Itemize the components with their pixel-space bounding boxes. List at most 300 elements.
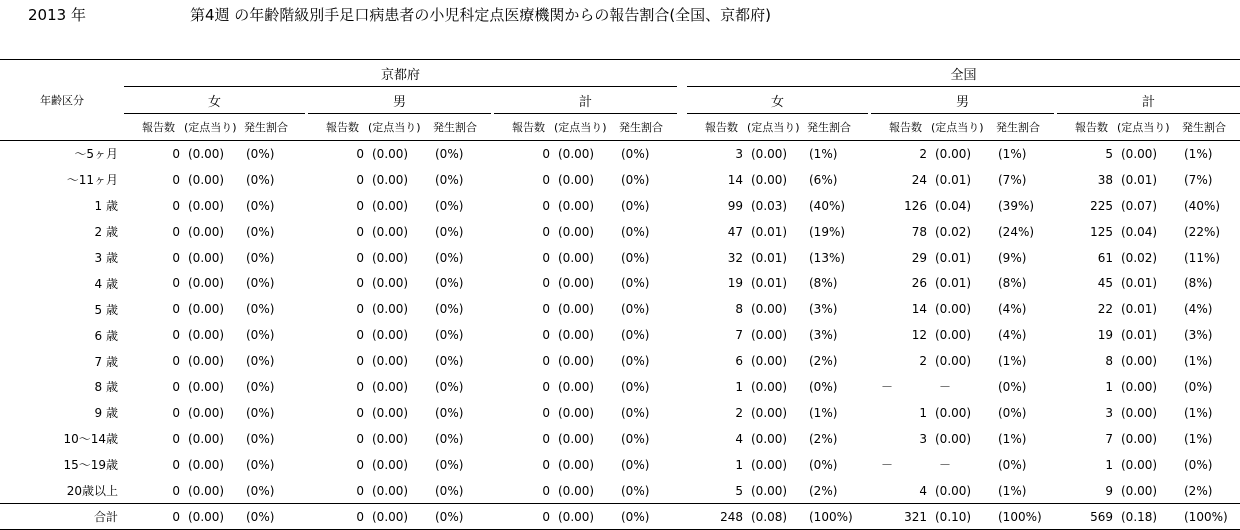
occurrence-rate: (100%): [1178, 504, 1240, 530]
occurrence-rate: (0%): [621, 354, 650, 369]
table-row: [0, 478, 1240, 504]
region-gap: [677, 114, 687, 141]
per-site-value: (0.00): [372, 379, 409, 394]
report-count: 0: [542, 354, 550, 369]
age-group-label: 3 歳: [94, 251, 118, 265]
per-site-value: (0.00): [558, 276, 595, 291]
occurrence-rate: (0%): [621, 431, 650, 446]
occurrence-rate: (3%): [1184, 328, 1213, 343]
occurrence-rate: (0%): [998, 457, 1027, 472]
subheader-count: 報告数: [1057, 114, 1115, 141]
region-gap: [677, 296, 687, 322]
report-count: 3: [735, 146, 743, 161]
report-count: 0: [542, 431, 550, 446]
report-count: －: [881, 458, 894, 473]
occurrence-rate: (0%): [998, 379, 1027, 394]
per-site-value: (0.00): [372, 354, 409, 369]
per-site-value: (0.00): [372, 198, 409, 213]
table-row: [0, 374, 1240, 400]
report-count: 0: [356, 198, 364, 213]
report-count: 0: [542, 379, 550, 394]
occurrence-rate: (0%): [240, 504, 305, 530]
region-gap: [677, 426, 687, 452]
occurrence-rate: (22%): [1184, 224, 1221, 239]
age-group-label: 2 歳: [94, 225, 118, 240]
subheader-per-site: (定点当り): [366, 114, 429, 141]
per-site-value: (0.00): [1121, 431, 1158, 446]
occurrence-rate: (0%): [246, 457, 275, 472]
age-group-label: 4 歳: [94, 276, 118, 291]
per-site-value: (0.00): [558, 379, 595, 394]
gender-header: 女: [124, 87, 305, 114]
occurrence-rate: (0%): [246, 354, 275, 369]
occurrence-rate: (0%): [435, 483, 464, 498]
per-site-value: (0.00): [751, 354, 788, 369]
occurrence-rate: (100%): [803, 504, 868, 530]
per-site-value: (0.00): [935, 146, 972, 161]
report-count: 0: [542, 405, 550, 420]
per-site-value: (0.00): [372, 276, 409, 291]
per-site-value: (0.00): [182, 504, 240, 530]
report-count: 321: [871, 504, 929, 530]
occurrence-rate: (0%): [246, 483, 275, 498]
occurrence-rate: (1%): [1184, 431, 1213, 446]
per-site-value: (0.01): [935, 276, 972, 291]
occurrence-rate: (0%): [621, 276, 650, 291]
per-site-value: (0.00): [558, 405, 595, 420]
report-count: 0: [356, 354, 364, 369]
region-gap: [677, 452, 687, 478]
age-group-label: 合計: [0, 504, 124, 530]
table-row: [0, 296, 1240, 322]
occurrence-rate: (0%): [435, 172, 464, 187]
per-site-value: (0.00): [1121, 354, 1158, 369]
subheader-rate: 発生割合: [615, 114, 677, 141]
report-count: 24: [911, 172, 927, 187]
report-count: 0: [356, 224, 364, 239]
report-count: 0: [542, 250, 550, 265]
subheader-count: 報告数: [308, 114, 366, 141]
per-site-value: (0.00): [558, 146, 595, 161]
subheader-per-site: (定点当り): [745, 114, 803, 141]
report-count: 0: [172, 302, 180, 317]
report-title: 第4週 の年齢階級別手足口病患者の小児科定点医療機関からの報告割合(全国、京都府): [190, 6, 772, 24]
region-gap: [677, 322, 687, 348]
region-gap: [677, 374, 687, 400]
report-count: 0: [356, 276, 364, 291]
per-site-value: (0.00): [188, 302, 225, 317]
report-count: 26: [911, 276, 927, 291]
per-site-value: (0.00): [188, 276, 225, 291]
age-group-label: 10～14歳: [63, 432, 118, 447]
occurrence-rate: (8%): [1184, 276, 1213, 291]
per-site-value: (0.02): [1121, 250, 1158, 265]
occurrence-rate: (100%): [992, 504, 1054, 530]
per-site-value: －: [939, 458, 952, 473]
region-gap: [677, 60, 687, 87]
report-count: 0: [172, 224, 180, 239]
occurrence-rate: (1%): [998, 431, 1027, 446]
per-site-value: (0.00): [188, 328, 225, 343]
per-site-value: (0.01): [751, 224, 788, 239]
occurrence-rate: (7%): [998, 172, 1027, 187]
subheader-count: 報告数: [687, 114, 745, 141]
per-site-value: (0.00): [1121, 379, 1158, 394]
per-site-value: (0.00): [188, 483, 225, 498]
subheader-rate: 発生割合: [803, 114, 868, 141]
region-header-national: 全国: [687, 60, 1240, 87]
occurrence-rate: (4%): [998, 328, 1027, 343]
occurrence-rate: (0%): [246, 172, 275, 187]
report-count: 22: [1097, 302, 1113, 317]
report-count: 8: [1105, 354, 1113, 369]
occurrence-rate: (3%): [809, 302, 838, 317]
report-count: 1: [1105, 457, 1113, 472]
occurrence-rate: (0%): [246, 276, 275, 291]
report-count: 0: [542, 198, 550, 213]
per-site-value: (0.01): [751, 250, 788, 265]
report-count: 32: [727, 250, 743, 265]
occurrence-rate: (0%): [435, 146, 464, 161]
per-site-value: (0.00): [751, 328, 788, 343]
age-group-label: 9 歳: [94, 406, 118, 421]
per-site-value: (0.00): [558, 224, 595, 239]
subheader-rate: 発生割合: [429, 114, 491, 141]
report-count: 0: [172, 379, 180, 394]
report-count: 0: [172, 172, 180, 187]
subheader-per-site: (定点当り): [1115, 114, 1178, 141]
occurrence-rate: (0%): [246, 405, 275, 420]
per-site-value: (0.00): [372, 405, 409, 420]
per-site-value: (0.00): [935, 431, 972, 446]
occurrence-rate: (0%): [435, 302, 464, 317]
age-group-label: 5 歳: [94, 302, 118, 317]
report-count: 0: [172, 483, 180, 498]
occurrence-rate: (4%): [1184, 302, 1213, 317]
age-group-label: ～11ヶ月: [66, 173, 118, 188]
per-site-value: (0.00): [372, 483, 409, 498]
per-site-value: (0.00): [372, 302, 409, 317]
per-site-value: (0.00): [372, 431, 409, 446]
report-count: 4: [735, 431, 743, 446]
report-count: 5: [1105, 146, 1113, 161]
report-count: 0: [542, 172, 550, 187]
occurrence-rate: (8%): [809, 276, 838, 291]
occurrence-rate: (2%): [809, 483, 838, 498]
per-site-value: (0.10): [929, 504, 992, 530]
table-row: [0, 400, 1240, 426]
per-site-value: (0.00): [558, 354, 595, 369]
per-site-value: (0.00): [188, 354, 225, 369]
per-site-value: (0.00): [558, 172, 595, 187]
region-gap: [677, 167, 687, 193]
per-site-value: (0.00): [1121, 146, 1158, 161]
occurrence-rate: (0%): [246, 250, 275, 265]
occurrence-rate: (11%): [1184, 250, 1221, 265]
subheader-per-site: (定点当り): [182, 114, 240, 141]
table-row: [0, 167, 1240, 193]
per-site-value: (0.00): [751, 379, 788, 394]
report-count: 0: [356, 146, 364, 161]
per-site-value: (0.00): [935, 405, 972, 420]
report-count: 0: [542, 457, 550, 472]
occurrence-rate: (0%): [246, 224, 275, 239]
occurrence-rate: (0%): [621, 379, 650, 394]
occurrence-rate: (0%): [1184, 457, 1213, 472]
report-count: 225: [1090, 198, 1113, 213]
age-group-label: 20歳以上: [66, 484, 118, 499]
per-site-value: (0.00): [558, 457, 595, 472]
region-gap: [677, 400, 687, 426]
age-group-label: 6 歳: [94, 328, 118, 343]
table-row: [0, 426, 1240, 452]
age-distribution-table: [0, 59, 1240, 530]
occurrence-rate: (8%): [998, 276, 1027, 291]
per-site-value: (0.00): [1121, 483, 1158, 498]
occurrence-rate: (6%): [809, 172, 838, 187]
occurrence-rate: (0%): [621, 198, 650, 213]
occurrence-rate: (1%): [1184, 405, 1213, 420]
occurrence-rate: (0%): [621, 250, 650, 265]
occurrence-rate: (0%): [809, 457, 838, 472]
per-site-value: (0.00): [558, 328, 595, 343]
occurrence-rate: (0%): [809, 379, 838, 394]
report-count: 2: [919, 354, 927, 369]
occurrence-rate: (0%): [435, 198, 464, 213]
report-count: 0: [172, 431, 180, 446]
occurrence-rate: (0%): [435, 250, 464, 265]
gender-header: 計: [1057, 87, 1240, 114]
per-site-value: (0.00): [188, 405, 225, 420]
per-site-value: (0.00): [751, 457, 788, 472]
report-count: 12: [911, 328, 927, 343]
region-gap: [677, 193, 687, 219]
report-count: 14: [727, 172, 743, 187]
table-row: [0, 219, 1240, 245]
occurrence-rate: (2%): [809, 354, 838, 369]
report-count: 99: [727, 198, 743, 213]
table-row: [0, 141, 1240, 167]
per-site-value: (0.00): [188, 457, 225, 472]
occurrence-rate: (9%): [998, 250, 1027, 265]
per-site-value: (0.03): [751, 198, 788, 213]
per-site-value: (0.00): [188, 198, 225, 213]
occurrence-rate: (0%): [246, 328, 275, 343]
report-count: 7: [735, 328, 743, 343]
report-count: 38: [1097, 172, 1113, 187]
report-count: 0: [172, 250, 180, 265]
subheader-count: 報告数: [494, 114, 552, 141]
report-count: 0: [356, 457, 364, 472]
occurrence-rate: (0%): [435, 431, 464, 446]
per-site-value: (0.04): [1121, 224, 1158, 239]
occurrence-rate: (2%): [1184, 483, 1213, 498]
per-site-value: (0.00): [935, 328, 972, 343]
per-site-value: (0.00): [751, 302, 788, 317]
occurrence-rate: (1%): [998, 483, 1027, 498]
table-row: [0, 193, 1240, 219]
report-count: 0: [356, 302, 364, 317]
table-row: [0, 348, 1240, 374]
occurrence-rate: (0%): [621, 146, 650, 161]
subheader-rate: 発生割合: [240, 114, 305, 141]
occurrence-rate: (0%): [429, 504, 491, 530]
age-group-header: 年齢区分: [0, 60, 124, 141]
occurrence-rate: (40%): [1184, 198, 1221, 213]
report-count: 0: [542, 302, 550, 317]
report-count: 0: [542, 483, 550, 498]
occurrence-rate: (0%): [621, 224, 650, 239]
occurrence-rate: (0%): [246, 302, 275, 317]
report-count: 0: [542, 276, 550, 291]
report-count: 2: [919, 146, 927, 161]
report-count: 0: [356, 483, 364, 498]
report-count: 78: [911, 224, 927, 239]
occurrence-rate: (13%): [809, 250, 846, 265]
report-count: 0: [542, 146, 550, 161]
per-site-value: (0.01): [1121, 276, 1158, 291]
gender-header: 女: [687, 87, 868, 114]
report-count: 1: [919, 405, 927, 420]
per-site-value: (0.00): [935, 302, 972, 317]
occurrence-rate: (0%): [621, 483, 650, 498]
per-site-value: (0.00): [372, 172, 409, 187]
per-site-value: (0.01): [751, 276, 788, 291]
occurrence-rate: (1%): [1184, 146, 1213, 161]
per-site-value: (0.00): [552, 504, 615, 530]
per-site-value: (0.00): [1121, 405, 1158, 420]
subheader-per-site: (定点当り): [552, 114, 615, 141]
per-site-value: (0.00): [188, 146, 225, 161]
occurrence-rate: (0%): [621, 457, 650, 472]
report-count: 0: [542, 224, 550, 239]
report-count: 0: [356, 250, 364, 265]
report-count: 0: [494, 504, 552, 530]
occurrence-rate: (0%): [1184, 379, 1213, 394]
occurrence-rate: (0%): [435, 354, 464, 369]
per-site-value: (0.00): [1121, 457, 1158, 472]
per-site-value: (0.00): [751, 405, 788, 420]
occurrence-rate: (0%): [435, 379, 464, 394]
subheader-count: 報告数: [871, 114, 929, 141]
per-site-value: (0.00): [188, 250, 225, 265]
occurrence-rate: (0%): [435, 405, 464, 420]
region-gap: [677, 245, 687, 271]
report-count: 1: [1105, 379, 1113, 394]
report-count: 61: [1097, 250, 1113, 265]
per-site-value: (0.08): [745, 504, 803, 530]
region-header-kyoto: 京都府: [124, 60, 677, 87]
per-site-value: (0.00): [372, 457, 409, 472]
occurrence-rate: (24%): [998, 224, 1035, 239]
occurrence-rate: (0%): [621, 405, 650, 420]
report-year: 2013 年: [28, 6, 86, 24]
report-count: 0: [542, 328, 550, 343]
report-count: 2: [735, 405, 743, 420]
per-site-value: (0.00): [558, 250, 595, 265]
per-site-value: (0.00): [558, 302, 595, 317]
per-site-value: (0.00): [558, 198, 595, 213]
occurrence-rate: (0%): [621, 302, 650, 317]
age-group-label: 7 歳: [94, 354, 118, 369]
per-site-value: (0.00): [372, 250, 409, 265]
table-row: [0, 452, 1240, 478]
occurrence-rate: (0%): [246, 431, 275, 446]
region-gap: [677, 141, 687, 167]
report-count: 14: [911, 302, 927, 317]
per-site-value: (0.00): [751, 172, 788, 187]
occurrence-rate: (2%): [809, 431, 838, 446]
per-site-value: (0.01): [1121, 328, 1158, 343]
occurrence-rate: (7%): [1184, 172, 1213, 187]
per-site-value: (0.01): [1121, 172, 1158, 187]
occurrence-rate: (0%): [435, 457, 464, 472]
occurrence-rate: (0%): [435, 224, 464, 239]
report-count: 0: [172, 146, 180, 161]
occurrence-rate: (0%): [621, 328, 650, 343]
occurrence-rate: (0%): [998, 405, 1027, 420]
region-gap: [677, 270, 687, 296]
per-site-value: (0.00): [366, 504, 429, 530]
occurrence-rate: (3%): [809, 328, 838, 343]
report-count: 248: [687, 504, 745, 530]
age-group-label: 8 歳: [94, 380, 118, 395]
report-count: 4: [919, 483, 927, 498]
per-site-value: (0.01): [935, 172, 972, 187]
table-row: [0, 245, 1240, 271]
report-count: 29: [911, 250, 927, 265]
subheader-per-site: (定点当り): [929, 114, 992, 141]
report-count: 126: [904, 198, 927, 213]
report-count: 9: [1105, 483, 1113, 498]
per-site-value: (0.07): [1121, 198, 1158, 213]
occurrence-rate: (1%): [1184, 354, 1213, 369]
report-count: 19: [727, 276, 743, 291]
gender-header: 男: [871, 87, 1054, 114]
report-count: 125: [1090, 224, 1113, 239]
subheader-count: 報告数: [124, 114, 182, 141]
occurrence-rate: (0%): [435, 328, 464, 343]
per-site-value: －: [939, 380, 952, 395]
table-row: [0, 270, 1240, 296]
report-count: 3: [1105, 405, 1113, 420]
report-count: 0: [124, 504, 182, 530]
per-site-value: (0.00): [188, 224, 225, 239]
occurrence-rate: (4%): [998, 302, 1027, 317]
occurrence-rate: (0%): [246, 379, 275, 394]
occurrence-rate: (19%): [809, 224, 846, 239]
per-site-value: (0.00): [751, 146, 788, 161]
occurrence-rate: (1%): [998, 146, 1027, 161]
total-row: [0, 504, 1240, 530]
subheader-rate: 発生割合: [992, 114, 1054, 141]
occurrence-rate: (0%): [435, 276, 464, 291]
occurrence-rate: (1%): [809, 405, 838, 420]
per-site-value: (0.01): [935, 250, 972, 265]
occurrence-rate: (40%): [809, 198, 846, 213]
report-count: 45: [1097, 276, 1113, 291]
report-count: 0: [356, 328, 364, 343]
page-header: [0, 4, 1220, 28]
report-count: 6: [735, 354, 743, 369]
occurrence-rate: (0%): [246, 146, 275, 161]
report-count: 5: [735, 483, 743, 498]
per-site-value: (0.04): [935, 198, 972, 213]
per-site-value: (0.00): [372, 146, 409, 161]
per-site-value: (0.00): [372, 224, 409, 239]
report-count: 0: [356, 379, 364, 394]
per-site-value: (0.00): [188, 379, 225, 394]
